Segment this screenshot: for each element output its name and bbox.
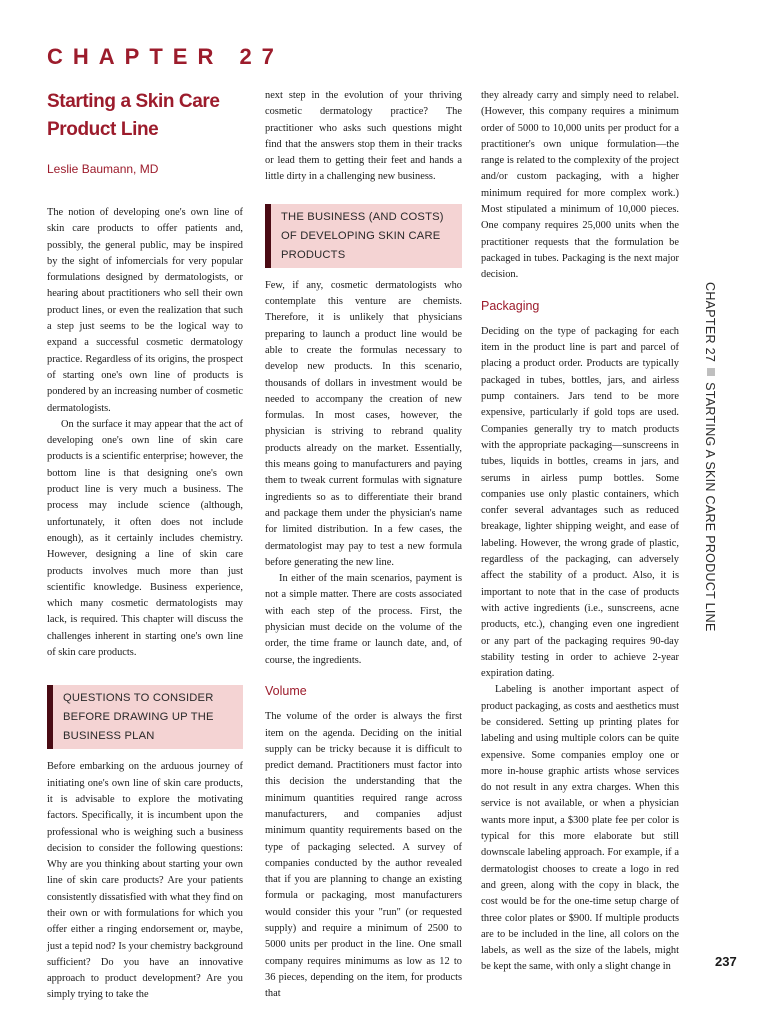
paragraph: Deciding on the type of packaging for each item in the product line is part and parcel of placing a product order. Products are typically packaged in tubes, bottles, jars, and airless pump containers. Jars tend to be more expensive, particularly if gold tops are used. Companies generally try to match products with the appropriate packaging—sunscreens in tubes, liquids in bottles, creams in jars, and serums in airless pump bottles. Some companies use only plastic containers, which confer several advantages such as reduced breakage, lighter shipping weight, and ease of labeling. However, the wrong grade of plastic, regardless of the packaging, can adversely affect the stability of a product. Also, it is important to note that in the case of products with active ingredients (i.e., sunscreens, acne products, etc.), changing even one ingredient or any part of the packaging requires 90-day stability testing in order to achieve 2-year expiration dating. — [481, 325, 679, 680]
column-1 — [47, 205, 243, 1004]
chapter-label: CHAPTER 27 — [47, 44, 284, 69]
paragraph: The notion of developing one's own line of skin care products to offer patients and, possibly, the general public, may be inspired by the sight of infomercials for very popular formulations designed by dermatologists, or hearing about practitioners who sell their own product lines, or even the realization that such a step just seems to be the logical way to expand a successful cosmetic dermatology practice. Regardless of its origins, the prospect of starting one's own line of products is pondered by an increasing number of cosmetic dermatologists. — [47, 207, 243, 414]
section-heading-business: THE BUSINESS (AND COSTS) OF DEVELOPING SKIN CARE PRODUCTS — [265, 204, 462, 268]
column-3 — [481, 88, 679, 976]
chapter-title: Starting a Skin Care Product Line — [47, 91, 220, 140]
author: Leslie Baumann, MD — [47, 162, 159, 176]
subheading-packaging: Packaging — [481, 298, 540, 313]
paragraph: The volume of the order is always the first item on the agenda. Deciding on the initial supply can be tricky because it is difficult to predict demand. Practitioners must factor into this decision the understanding that the minimum quantities required range across manufacturers, and companies adjust minimum quantity requirements based on the type of packaging selected. A survey of companies conducted by the author revealed that if you are planning to change an existing formula or packaging, most manufacturers would consider this your "run" (or requested supply) and require a minimum of 2500 to 5000 units per product in the line. One small company requires minimums as low as 12 to 36 pieces, depending on the item, for products that — [265, 711, 462, 1000]
paragraph: next step in the evolution of your thriving cosmetic dermatology practice? The practitioner who asks such questions might find that the answers stop them in their tracks or lead them to getting their feet and hands a little dirty in a challenging new business. — [265, 90, 462, 183]
paragraph: Few, if any, cosmetic dermatologists who contemplate this venture are chemists. Therefore, it is unlikely that physicians preparing to launch a product line would be able to create the formulas necessary to develop new products. In this scenario, thousands of dollars in investment would be needed to accompany the creation of new formulas. In most cases, however, the physician is striving to rebrand quality products already on the market. Essentially, this means going to manufacturers and paying them to tweak current formulas with signature ingredients so as to differentiate their brand and package them under the physician's name for limited distribution. In a few cases, the dermatologist may pay to test a new formula before generating the new line. — [265, 279, 462, 568]
section-heading-questions: QUESTIONS TO CONSIDER BEFORE DRAWING UP THE BUSINESS PLAN — [47, 685, 243, 749]
subheading-volume: Volume — [265, 683, 307, 698]
paragraph: they already carry and simply need to relabel. (However, this company requires a minimum order of 5000 to 10,000 units per product for a practitioner's own unique formulation—the range is related to the complexity of the project and/or custom packaging, with a higher minimum required for more complex work.) Most stipulated a minimum of 10,000 pieces. One company requires 25,000 units when the practitioner requests that the formulation be packaged in tubes. Packaging is the next major decision. — [481, 90, 679, 281]
paragraph: Before embarking on the arduous journey of initiating one's own line of skin care products, it is advisable to explore the motivating factors. Specifically, it is incumbent upon the professional who is weighing such a business decision to consider the following questions: Why are you thinking about starting your own line of skin care products? Are your patients consistently dissatisfied with what they find on their own or with formulations for which you offer either a ringing endorsement or, maybe, just a tepid nod? Is your chemistry background sufficient? Do you have an innovative approach to product development? Are you simply trying to take the — [47, 761, 243, 1001]
paragraph: Labeling is another important aspect of product packaging, as costs and aesthetics must be considered. Setting up printing plates for labeling and using multiple colors can be quite expensive. Some companies employ one or more in-house graphic artists whose services do not result in any extra charges. When this service is not available, or when a physician wants more input, a $300 plate fee per color is typical for this more elaborate but still downscale labeling approach. For example, if a dermatologist chooses to create a logo in red and green, along with the copy in black, the cost would be for the one-time setup charge of three color plates or $900. If multiple products are to be included in the line, all colors on the labels, as well as the size of the labels, might be kept the same, with only a slight change in — [481, 684, 679, 973]
paragraph: On the surface it may appear that the act of developing one's own line of skin care products is a scientific enterprise; however, the bottom line is that designing one's own product line is very much a business. The process may include science (although, unfortunately, it often does not include enough), as it certainly includes chemistry. However, designing a line of skin care products involves much more than just scientific knowledge. Business experience, which many cosmetic dermatologists may lack, is required. This chapter will discuss the challenges inherent in starting one's own line of skin care products. — [47, 418, 243, 659]
running-head — [703, 282, 727, 632]
running-head-chapter: CHAPTER 27 — [703, 282, 717, 363]
running-head-title: STARTING A SKIN CARE PRODUCT LINE — [703, 382, 717, 632]
square-separator-icon — [707, 368, 715, 376]
column-2 — [265, 88, 462, 1003]
paragraph: In either of the main scenarios, payment is not a simple matter. There are costs associated with each step of the process. First, the physician must decide on the volume of the order, the time frame or launch date, and, of course, the ingredients. — [265, 573, 462, 666]
page-number: 237 — [715, 954, 737, 969]
